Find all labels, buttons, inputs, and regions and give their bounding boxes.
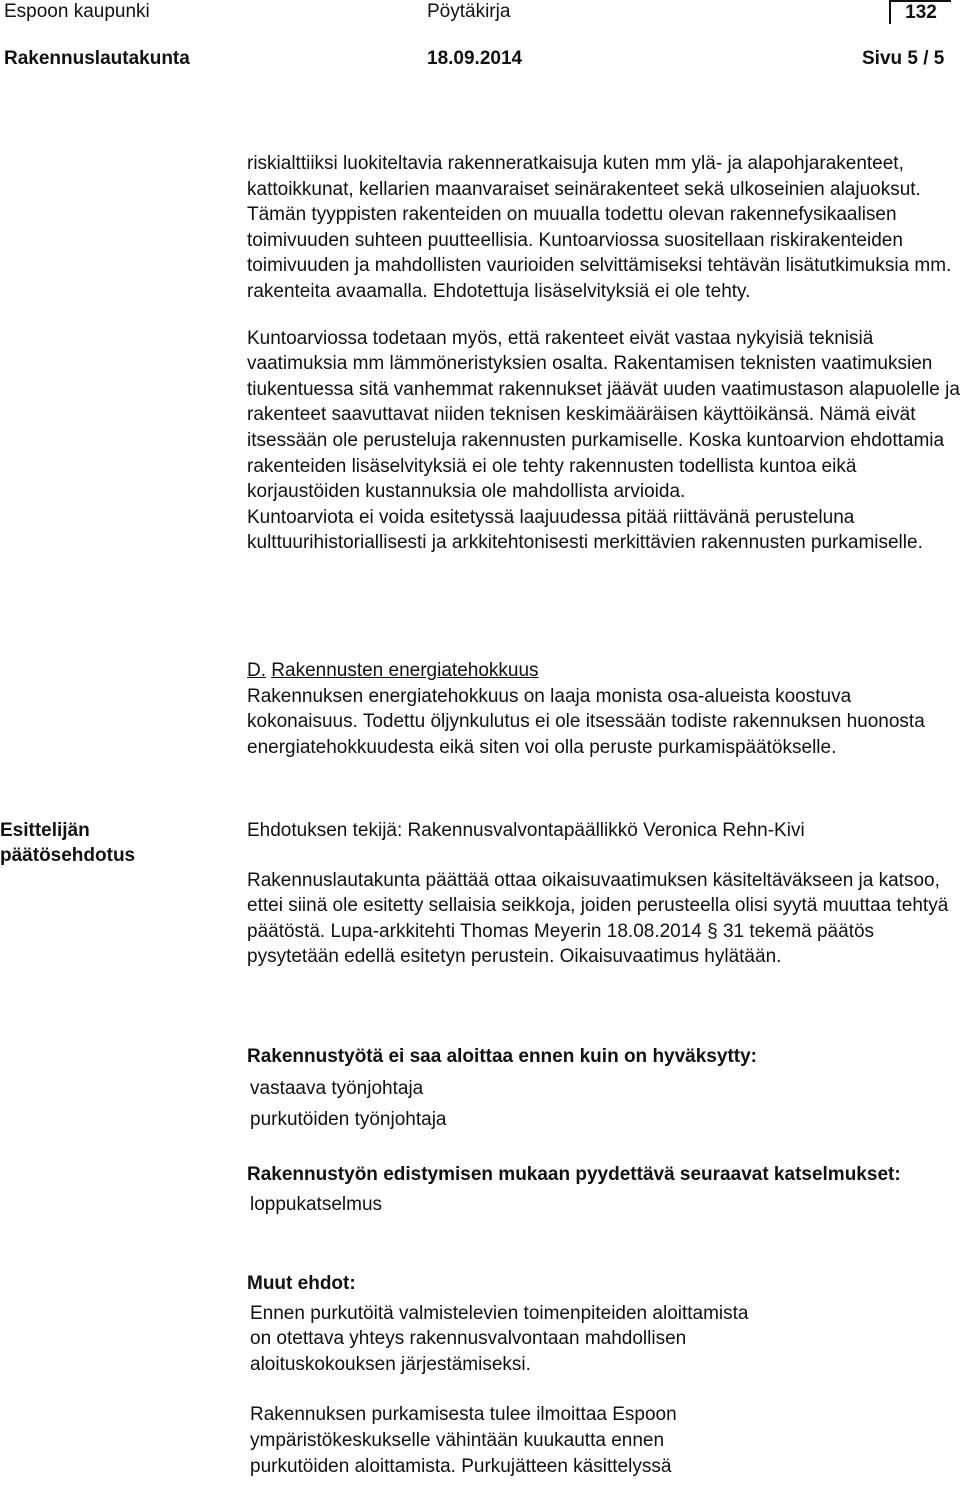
approvals-heading: Rakennustyötä ei saa aloittaa ennen kuin on hyväksytty: <box>247 1046 757 1067</box>
header-org: Espoon kaupunki <box>4 1 150 22</box>
proposer-line: Ehdotuksen tekijä: Rakennusvalvontapäällikkö Veronica Rehn-Kivi <box>247 820 805 841</box>
other-conditions-heading: Muut ehdot: <box>247 1273 356 1294</box>
approvals-section <box>247 1044 960 1133</box>
header-date: 18.09.2014 <box>427 48 523 69</box>
section-d <box>247 658 960 760</box>
header-page-of: Sivu 5 / 5 <box>862 48 945 69</box>
other-conditions-section <box>247 1271 960 1479</box>
proposal-label-line-2: päätösehdotus <box>0 845 136 866</box>
intro-paragraph-2: Kuntoarviossa todetaan myös, että rakenteet eivät vastaa nykyisiä teknisiä vaatimuksia mm lämmöneristyksien osalta. Rakentamisen teknisten vaatimuksien tiukentuessa sitä vanhemmat rakennukset jäävät uuden vaatimustason alapuolelle ja rakenteet saavuttavat niiden teknisen keskimääräisen käyttöikänsä. Nämä eivät itsessään ole perusteluja rakennusten purkamiselle. Koska kuntoarvion ehdottamia rakenteiden lisäselvityksiä ei ole tehty rakennusten todellista kuntoa eikä korjaustöiden kustannuksia ole mahdollista arvioida. <box>247 327 960 503</box>
other-conditions-paragraph-1: Ennen purkutöitä valmistelevien toimenpiteiden aloittamista on otettava yhteys rakennusvalvontaan mahdollisen aloituskokouksen järjestämiseksi. <box>250 1302 749 1375</box>
inspections-section <box>247 1162 960 1217</box>
decision-text: Rakennuslautakunta päättää ottaa oikaisuvaatimuksen käsiteltäväkseen ja katsoo, ettei siinä ole esitetty sellaisia seikkoja, joiden perusteella olisi syytä muuttaa tehtyä päätöstä. Lupa-arkkitehti Thomas Meyerin 18.08.2014 § 31 tekemä päätös pysytetään edellä esitetyn perustein. Oikaisuvaatimus hylätään. <box>247 869 949 968</box>
approval-item-1: vastaava työnjohtaja <box>250 1077 424 1099</box>
approval-item-2: purkutöiden työnjohtaja <box>250 1109 447 1131</box>
proposal-section <box>247 818 960 970</box>
inspections-heading: Rakennustyön edistymisen mukaan pyydettävä seuraavat katselmukset: <box>247 1164 901 1185</box>
proposal-label <box>0 818 170 868</box>
section-d-prefix: D. <box>247 660 266 681</box>
other-conditions-paragraph-2: Rakennuksen purkamisesta tulee ilmoittaa Espoon ympäristökeskukselle vähintään kuukautta ennen purkutöiden aloittamista. Purkujätteen käsittelyssä <box>250 1404 677 1477</box>
proposal-label-line-1: Esittelijän <box>0 820 90 841</box>
intro-section <box>247 151 960 556</box>
intro-paragraph-1: riskialttiiksi luokiteltavia rakenneratkaisuja kuten mm ylä- ja alapohjarakenteet, kattoikkunat, kellarien maanvaraiset seinärakenteet sekä ulkoseinien alajuoksut. Tämän tyyppisten rakenteiden on muualla todettu olevan rakennefysikaalisen toimivuuden suhteen puutteellisia. Kuntoarviossa suositellaan riskirakenteiden toimivuuden ja mahdollisten vaurioiden selvittämiseksi tehtävän lisätutkimuksia mm. rakenteita avaamalla. Ehdotettuja lisäselvityksiä ei ole tehty. <box>247 153 952 302</box>
inspection-item-1: loppukatselmus <box>250 1193 383 1215</box>
intro-paragraph-3: Kuntoarviota ei voida esitetyssä laajuudessa pitää riittävänä perusteluna kulttuurihistoriallisesti ja arkkitehtonisesti merkittävien rakennusten purkamiselle. <box>247 506 923 554</box>
header-doc-type: Pöytäkirja <box>427 1 511 22</box>
section-d-text: Rakennuksen energiatehokkuus on laaja monista osa-alueista koostuva kokonaisuus. Todettu öljynkulutus ei ole itsessään todiste rakennuksen huonosta energiatehokkuudesta eikä siten voi olla peruste purkamispäätökselle. <box>247 685 925 758</box>
header-board: Rakennuslautakunta <box>4 48 190 69</box>
section-d-heading <box>247 658 960 684</box>
page-number: 132 <box>889 0 951 24</box>
section-d-title: Rakennusten energiatehokkuus <box>271 660 539 681</box>
